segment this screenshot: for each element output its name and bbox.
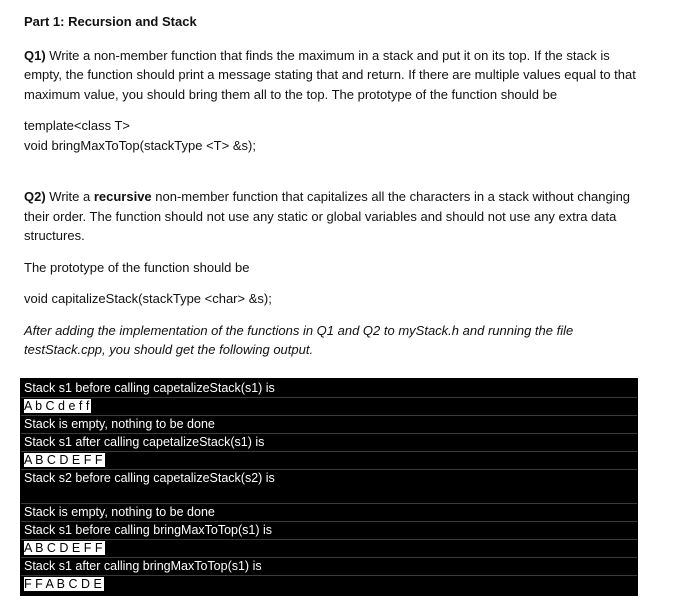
question-2-text-before: Write a: [45, 189, 94, 204]
output-line: Stack s1 before calling capetalizeStack(s1) is: [21, 380, 637, 398]
question-2-emphasis: recursive: [93, 189, 152, 204]
document-body: [24, 12, 636, 364]
output-line: A B C D E F F: [21, 452, 637, 470]
question-2-prototype: void capitalizeStack(stackType <char> &s);: [24, 291, 272, 306]
output-line: Stack s2 before calling capetalizeStack(s2) is: [24, 471, 275, 485]
output-line: Stack s1 after calling bringMaxToTop(s1) is: [21, 558, 637, 576]
expected-output-console: [20, 378, 638, 596]
output-line: Stack is empty, nothing to be done: [21, 416, 637, 434]
question-1-label: Q1): [24, 47, 46, 63]
output-line: A B C D E F F: [21, 540, 637, 558]
instruction-text: After adding the implementation of the functions in Q1 and Q2 to myStack.h and running the file testStack.cpp, you should get the following output.: [24, 322, 574, 357]
output-line: F F A B C D E: [24, 577, 102, 591]
output-line: Stack s1 before calling bringMaxToTop(s1) is: [21, 522, 637, 540]
question-1-prototype: [24, 116, 636, 155]
prototype-template-line: template<class T>: [24, 118, 130, 133]
question-2-prototype-intro: The prototype of the function should be: [24, 259, 250, 275]
part-title: Part 1: Recursion and Stack: [24, 14, 197, 29]
question-2-text-after: non-member function that capitalizes all the characters in a stack without changing their order. The function should not use any static or global variables and should not use any extra data structures.: [24, 189, 631, 243]
question-1: [24, 46, 636, 105]
output-line: Stack s1 after calling capetalizeStack(s1) is: [21, 434, 637, 452]
question-2: [24, 187, 636, 246]
question-2-label: Q2): [24, 189, 46, 204]
output-line: Stack is empty, nothing to be done: [21, 504, 637, 522]
prototype-signature-line: void bringMaxToTop(stackType <T> &s);: [24, 137, 256, 153]
output-line: A b C d e f f: [21, 398, 637, 416]
output-line-blank: [21, 487, 637, 504]
question-1-text: Write a non-member function that finds the maximum in a stack and put it on its top. If the stack is empty, the function should print a message stating that and return. If there are multiple values equal to that maximum value, you should bring them all to the top. The prototype of the function should be: [24, 47, 636, 102]
